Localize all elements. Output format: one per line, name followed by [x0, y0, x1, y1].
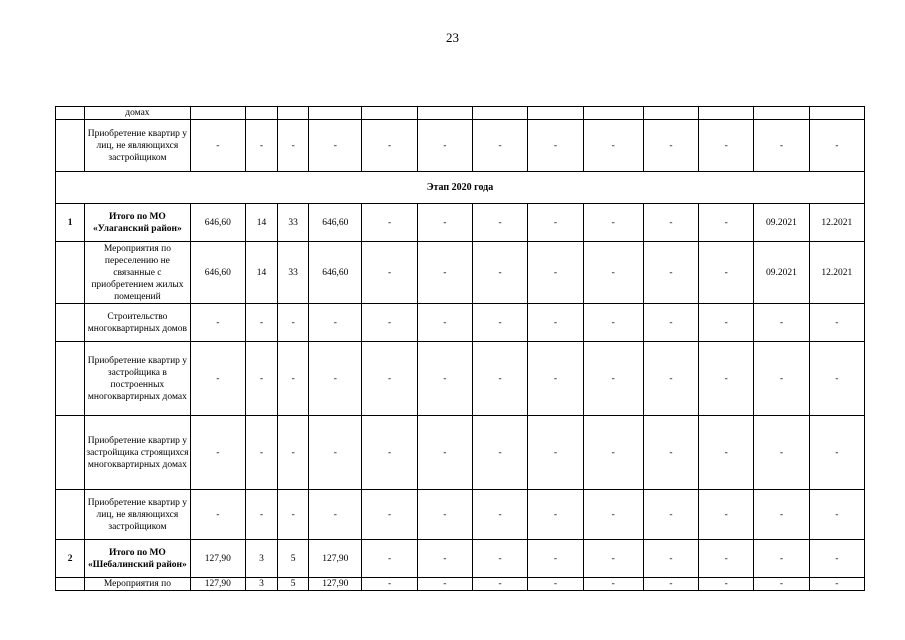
value-cell: -: [699, 304, 754, 342]
table-row: [56, 242, 865, 304]
value-cell: -: [473, 120, 528, 172]
value-cell: -: [309, 490, 362, 540]
value-cell: -: [528, 540, 583, 578]
row-description-cell: Приобретение квартир у застройщика строящихся многоквартирных домах: [85, 416, 191, 490]
value-cell: -: [528, 120, 583, 172]
value-cell: -: [809, 120, 864, 172]
value-cell: -: [278, 342, 309, 416]
value-cell: 646,60: [309, 242, 362, 304]
value-cell: -: [362, 540, 417, 578]
row-number-cell: [56, 120, 85, 172]
value-cell: -: [278, 416, 309, 490]
value-cell: -: [528, 416, 583, 490]
value-cell: -: [809, 490, 864, 540]
value-cell: -: [643, 304, 698, 342]
value-cell: 127,90: [190, 578, 245, 591]
value-cell: -: [190, 342, 245, 416]
value-cell: -: [528, 490, 583, 540]
value-cell: -: [362, 490, 417, 540]
value-cell: 3: [245, 540, 277, 578]
value-cell: 646,60: [190, 204, 245, 242]
value-cell: -: [362, 578, 417, 591]
row-description-cell: Итого по МО «Улаганский район»: [85, 204, 191, 242]
value-cell: -: [309, 120, 362, 172]
value-cell: -: [643, 578, 698, 591]
value-cell: [473, 107, 528, 120]
value-cell: -: [643, 204, 698, 242]
value-cell: -: [190, 120, 245, 172]
value-cell: -: [583, 540, 643, 578]
value-cell: -: [528, 204, 583, 242]
value-cell: -: [699, 242, 754, 304]
row-number-cell: [56, 242, 85, 304]
value-cell: -: [245, 120, 277, 172]
value-cell: [643, 107, 698, 120]
table-row: [56, 342, 865, 416]
row-number-cell: 1: [56, 204, 85, 242]
value-cell: -: [473, 342, 528, 416]
table-row: [56, 107, 865, 120]
value-cell: -: [362, 304, 417, 342]
value-cell: -: [583, 242, 643, 304]
value-cell: -: [583, 416, 643, 490]
value-cell: -: [809, 342, 864, 416]
value-cell: -: [754, 540, 809, 578]
value-cell: -: [583, 304, 643, 342]
table-body: [56, 107, 865, 591]
value-cell: -: [583, 490, 643, 540]
value-cell: 127,90: [309, 540, 362, 578]
value-cell: [417, 107, 472, 120]
value-cell: -: [417, 490, 472, 540]
value-cell: [528, 107, 583, 120]
value-cell: -: [643, 416, 698, 490]
value-cell: 646,60: [190, 242, 245, 304]
value-cell: -: [754, 490, 809, 540]
value-cell: [699, 107, 754, 120]
total-row: [56, 204, 865, 242]
value-cell: -: [362, 242, 417, 304]
page-number: 23: [446, 30, 459, 45]
value-cell: 14: [245, 204, 277, 242]
row-description-cell: домах: [85, 107, 191, 120]
row-number-cell: [56, 342, 85, 416]
value-cell: [362, 107, 417, 120]
value-cell: [190, 107, 245, 120]
table-row: [56, 304, 865, 342]
value-cell: [809, 107, 864, 120]
table-row: [56, 416, 865, 490]
table-row: [56, 578, 865, 591]
table-row: [56, 490, 865, 540]
value-cell: -: [417, 342, 472, 416]
value-cell: 646,60: [309, 204, 362, 242]
row-description-cell: Приобретение квартир у застройщика в построенных многоквартирных домах: [85, 342, 191, 416]
value-cell: -: [473, 490, 528, 540]
value-cell: -: [699, 204, 754, 242]
value-cell: -: [528, 242, 583, 304]
value-cell: -: [473, 578, 528, 591]
value-cell: -: [809, 304, 864, 342]
value-cell: -: [278, 490, 309, 540]
value-cell: -: [362, 204, 417, 242]
value-cell: [245, 107, 277, 120]
value-cell: -: [583, 120, 643, 172]
value-cell: 127,90: [309, 578, 362, 591]
value-cell: -: [809, 416, 864, 490]
value-cell: 5: [278, 540, 309, 578]
value-cell: 12.2021: [809, 242, 864, 304]
row-description-cell: Итого по МО «Шебалинский район»: [85, 540, 191, 578]
row-description-cell: Приобретение квартир у лиц, не являющихся застройщиком: [85, 120, 191, 172]
value-cell: -: [699, 490, 754, 540]
value-cell: -: [583, 342, 643, 416]
value-cell: -: [699, 416, 754, 490]
stage-title: Этап 2020 года: [56, 172, 865, 204]
value-cell: -: [754, 304, 809, 342]
value-cell: -: [362, 416, 417, 490]
value-cell: -: [417, 540, 472, 578]
total-row: [56, 540, 865, 578]
value-cell: 09.2021: [754, 242, 809, 304]
stage-header-row: [56, 172, 865, 204]
value-cell: -: [643, 342, 698, 416]
row-number-cell: [56, 578, 85, 591]
value-cell: -: [699, 540, 754, 578]
value-cell: -: [473, 416, 528, 490]
value-cell: -: [309, 304, 362, 342]
value-cell: -: [417, 416, 472, 490]
value-cell: 12.2021: [809, 204, 864, 242]
value-cell: -: [245, 416, 277, 490]
value-cell: 33: [278, 204, 309, 242]
value-cell: -: [417, 204, 472, 242]
value-cell: -: [417, 242, 472, 304]
value-cell: -: [362, 342, 417, 416]
row-description-cell: Мероприятия по переселению не связанные с приобретением жилых помещений: [85, 242, 191, 304]
value-cell: -: [754, 578, 809, 591]
row-number-cell: [56, 304, 85, 342]
value-cell: -: [809, 578, 864, 591]
value-cell: [278, 107, 309, 120]
value-cell: -: [473, 540, 528, 578]
value-cell: 14: [245, 242, 277, 304]
value-cell: 09.2021: [754, 204, 809, 242]
value-cell: -: [473, 204, 528, 242]
value-cell: -: [643, 120, 698, 172]
value-cell: -: [309, 416, 362, 490]
value-cell: [309, 107, 362, 120]
value-cell: -: [754, 416, 809, 490]
row-description-cell: Приобретение квартир у лиц, не являющихся застройщиком: [85, 490, 191, 540]
value-cell: -: [699, 120, 754, 172]
value-cell: -: [278, 304, 309, 342]
value-cell: -: [583, 578, 643, 591]
value-cell: -: [245, 304, 277, 342]
value-cell: -: [362, 120, 417, 172]
value-cell: [583, 107, 643, 120]
value-cell: -: [528, 342, 583, 416]
row-description-cell: Строительство многоквартирных домов: [85, 304, 191, 342]
row-number-cell: [56, 107, 85, 120]
value-cell: 33: [278, 242, 309, 304]
value-cell: -: [190, 490, 245, 540]
row-number-cell: [56, 416, 85, 490]
value-cell: -: [417, 120, 472, 172]
value-cell: -: [245, 490, 277, 540]
row-description-cell: Мероприятия по: [85, 578, 191, 591]
value-cell: -: [643, 242, 698, 304]
value-cell: -: [809, 540, 864, 578]
value-cell: -: [190, 304, 245, 342]
value-cell: -: [643, 540, 698, 578]
value-cell: -: [699, 578, 754, 591]
value-cell: -: [643, 490, 698, 540]
value-cell: -: [699, 342, 754, 416]
value-cell: -: [190, 416, 245, 490]
value-cell: -: [278, 120, 309, 172]
value-cell: -: [473, 304, 528, 342]
table-row: [56, 120, 865, 172]
value-cell: -: [754, 120, 809, 172]
row-number-cell: 2: [56, 540, 85, 578]
row-number-cell: [56, 490, 85, 540]
value-cell: [754, 107, 809, 120]
value-cell: -: [528, 304, 583, 342]
value-cell: -: [473, 242, 528, 304]
value-cell: -: [754, 342, 809, 416]
value-cell: -: [583, 204, 643, 242]
value-cell: -: [245, 342, 277, 416]
value-cell: -: [417, 578, 472, 591]
value-cell: -: [528, 578, 583, 591]
value-cell: 127,90: [190, 540, 245, 578]
value-cell: -: [309, 342, 362, 416]
resettlement-table: [55, 106, 865, 591]
value-cell: 3: [245, 578, 277, 591]
value-cell: 5: [278, 578, 309, 591]
value-cell: -: [417, 304, 472, 342]
